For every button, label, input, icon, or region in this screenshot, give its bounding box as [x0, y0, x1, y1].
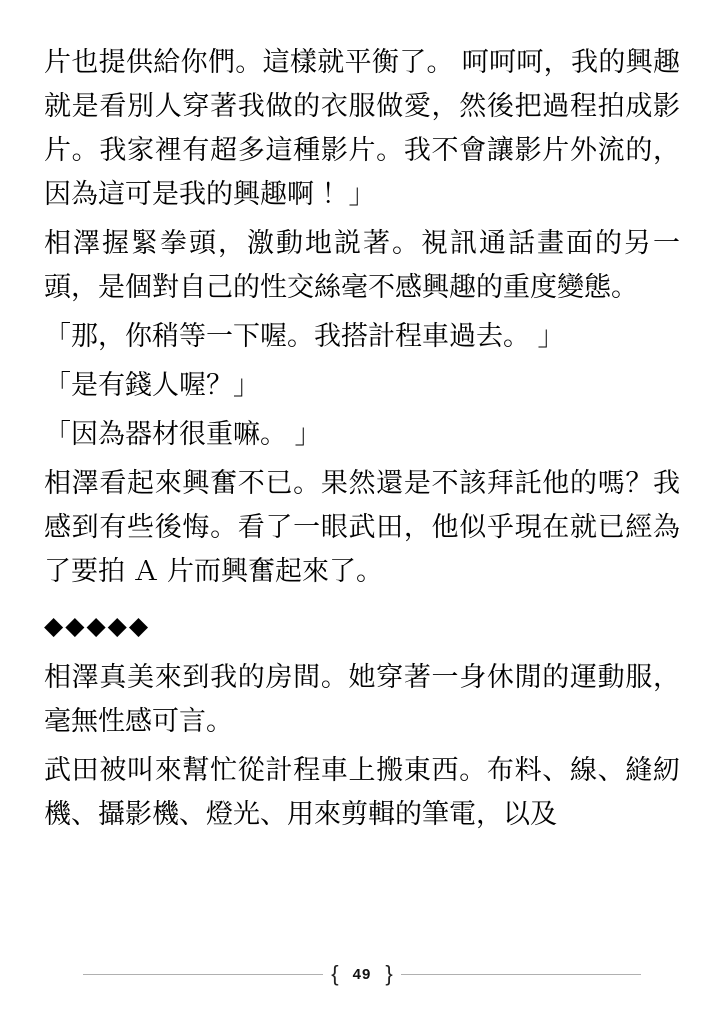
paragraph: 「因為器材很重嘛。 」	[44, 419, 322, 449]
paragraph: 相澤真美來到我的房間。她穿著一身休閒的運動服，毫無性感可言。	[44, 662, 680, 736]
paragraph: 「是有錢人喔？」	[44, 370, 260, 400]
footer-rule-right	[401, 974, 641, 975]
page-number: 49	[352, 965, 372, 983]
footer-brace-right: }	[385, 961, 393, 986]
page-content	[44, 40, 680, 1024]
page-footer	[0, 954, 724, 994]
paragraph: 「那，你稍等一下喔。我搭計程車過去。 」	[44, 321, 565, 351]
paragraph: 武田被叫來幫忙從計程車上搬東西。布料、線、縫紉機、攝影機、燈光、用來剪輯的筆電，以及	[44, 755, 680, 829]
paragraph: 片也提供給你們。這樣就平衡了。 呵呵呵，我的興趣就是看別人穿著我做的衣服做愛，然後把過程拍成影片。我家裡有超多這種影片。我不會讓影片外流的，因為這可是我的興趣啊 ！」	[44, 47, 680, 209]
footer-brace-left: {	[331, 961, 339, 986]
footer-rule-left	[83, 974, 323, 975]
section-divider: ◆◆◆◆◆	[44, 612, 151, 640]
paragraph: 相澤握緊拳頭，激動地説著。視訊通話畫面的另一頭，是個對自己的性交絲毫不感興趣的重度變態。	[44, 228, 680, 302]
paragraph: 相澤看起來興奮不已。果然還是不該拜託他的嗎？我感到有些後悔。看了一眼武田，他似乎現在就已經為了要拍 Ａ 片而興奮起來了。	[44, 468, 680, 586]
